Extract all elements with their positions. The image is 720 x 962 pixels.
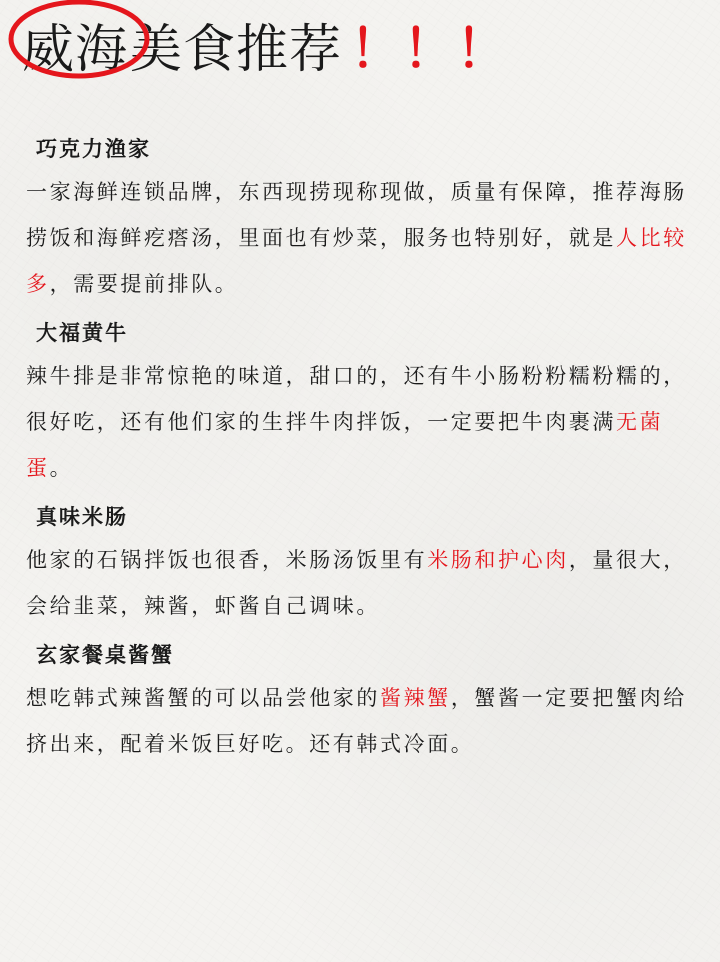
body-text: 他家的石锅拌饭也很香，米肠汤饭里有 [26,548,428,572]
title-exclamation: ！！！ [350,18,510,80]
page-title [20,4,509,84]
highlight-text: 无菌蛋 [26,410,664,480]
body-text: 一家海鲜连锁品牌，东西现捞现称现做，质量有保障，推荐海肠捞饭和海鲜疙瘩汤，里面也有炒菜，服务也特别好，就是 [26,180,687,250]
body-text: 想吃韩式辣酱蟹的可以品尝他家的 [26,686,380,710]
section-zhenwei-michang [26,497,698,629]
section-body [26,169,698,307]
section-heading: 巧克力渔家 [36,137,151,161]
section-qiaokeli-yujia [26,129,698,307]
title-circled-text: 威海 [22,19,129,80]
section-body [26,675,698,767]
section-body [26,353,698,491]
body-text-after: ，蟹酱一定要把蟹肉给挤出来，配着米饭巨好吃。还有韩式冷面。 [26,686,687,756]
title-main-text: 美食推荐 [130,19,343,80]
section-heading: 真味米肠 [36,505,128,529]
highlight-text: 米肠和护心肉 [427,548,569,572]
title-circled-word [20,7,130,82]
section-heading: 玄家餐桌酱蟹 [36,643,174,667]
section-body [26,537,698,629]
section-heading: 大福黄牛 [36,321,128,345]
highlight-text: 酱辣蟹 [380,686,451,710]
body-text-after: ，量很大，会给韭菜，辣酱，虾酱自己调味。 [26,548,687,618]
highlight-text: 人比较多 [26,226,687,296]
section-dafu-huangniu [26,313,698,491]
body-text-after: ，需要提前排队。 [49,272,239,296]
body-text-after: 。 [49,456,74,480]
section-xuanjia-canzhuo [26,635,698,767]
body-text: 辣牛排是非常惊艳的味道，甜口的，还有牛小肠粉粉糯粉糯的，很好吃，还有他们家的生拌牛肉拌饭，一定要把牛肉裹满 [26,364,687,434]
